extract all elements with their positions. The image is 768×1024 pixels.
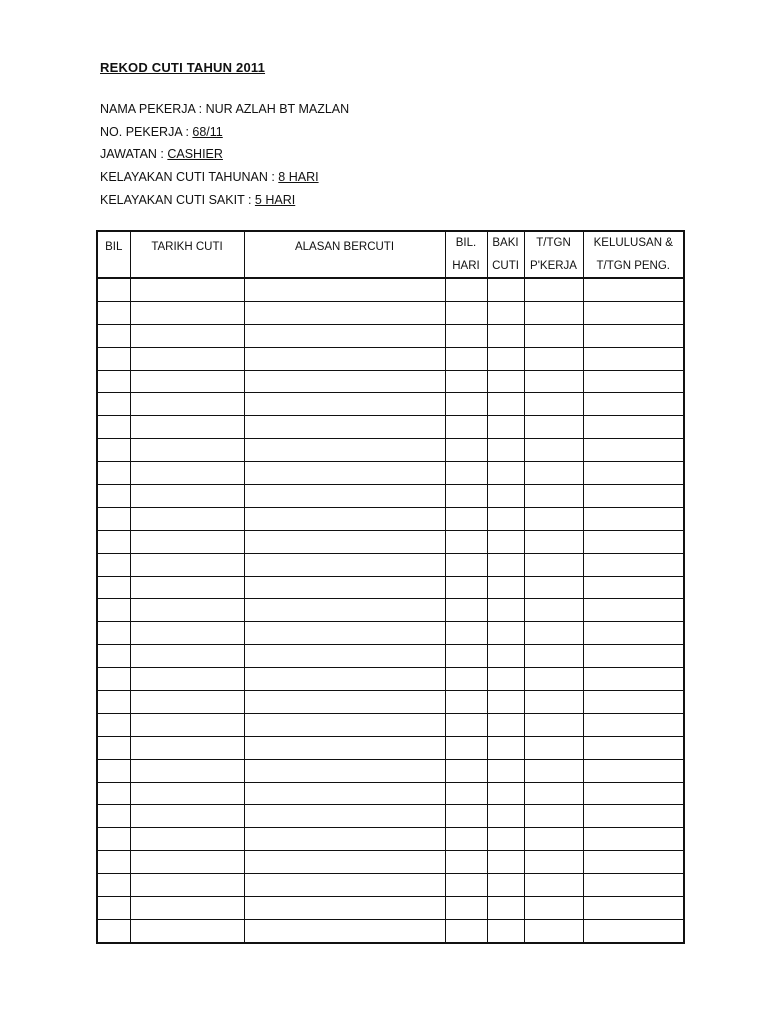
table-cell	[487, 782, 524, 805]
table-row	[97, 553, 684, 576]
table-cell	[524, 782, 583, 805]
table-cell	[97, 278, 130, 301]
table-cell	[445, 462, 487, 485]
table-cell	[445, 736, 487, 759]
table-cell	[445, 874, 487, 897]
column-header-line1: KELULUSAN &	[593, 237, 673, 249]
table-cell	[244, 736, 445, 759]
table-cell	[583, 645, 684, 668]
table-row	[97, 622, 684, 645]
table-cell	[130, 782, 244, 805]
table-cell	[130, 668, 244, 691]
table-cell	[583, 278, 684, 301]
table-cell	[97, 553, 130, 576]
table-cell	[524, 485, 583, 508]
document-title: REKOD CUTI TAHUN 2011	[100, 60, 266, 75]
table-cell	[445, 713, 487, 736]
table-cell	[130, 507, 244, 530]
table-cell	[244, 874, 445, 897]
table-cell	[244, 301, 445, 324]
column-header-label: ALASAN BERCUTI	[294, 241, 395, 253]
table-header-row	[97, 231, 684, 278]
table-cell	[244, 691, 445, 714]
table-cell	[445, 622, 487, 645]
table-cell	[487, 416, 524, 439]
table-row	[97, 645, 684, 668]
column-header-ttgn-pkerja	[524, 231, 583, 278]
table-row	[97, 576, 684, 599]
table-cell	[487, 576, 524, 599]
table-cell	[445, 530, 487, 553]
table-cell	[445, 485, 487, 508]
table-cell	[583, 485, 684, 508]
table-row	[97, 278, 684, 301]
table-cell	[524, 416, 583, 439]
table-row	[97, 507, 684, 530]
table-cell	[130, 919, 244, 942]
table-cell	[244, 324, 445, 347]
table-cell	[130, 462, 244, 485]
table-cell	[524, 347, 583, 370]
table-row	[97, 393, 684, 416]
table-cell	[583, 828, 684, 851]
table-cell	[97, 622, 130, 645]
table-cell	[244, 370, 445, 393]
table-cell	[130, 370, 244, 393]
table-cell	[524, 553, 583, 576]
field-label: KELAYAKAN CUTI SAKIT :	[100, 192, 255, 207]
table-cell	[445, 553, 487, 576]
table-row	[97, 759, 684, 782]
column-header-line2: CUTI	[492, 259, 519, 272]
field-label: NAMA PEKERJA :	[100, 102, 206, 116]
table-cell	[97, 874, 130, 897]
table-cell	[130, 691, 244, 714]
table-cell	[130, 736, 244, 759]
table-cell	[244, 485, 445, 508]
table-cell	[445, 416, 487, 439]
table-cell	[583, 301, 684, 324]
leave-record-table	[96, 230, 685, 944]
table-row	[97, 919, 684, 942]
table-cell	[130, 874, 244, 897]
table-cell	[524, 713, 583, 736]
table-cell	[97, 530, 130, 553]
table-cell	[445, 393, 487, 416]
table-cell	[130, 713, 244, 736]
field-label: KELAYAKAN CUTI TAHUNAN :	[100, 170, 279, 185]
table-cell	[487, 439, 524, 462]
table-cell	[445, 370, 487, 393]
table-row	[97, 485, 684, 508]
table-cell	[487, 919, 524, 942]
table-cell	[445, 439, 487, 462]
table-cell	[487, 530, 524, 553]
table-cell	[583, 713, 684, 736]
table-cell	[445, 782, 487, 805]
table-cell	[445, 691, 487, 714]
field-value: CASHIER	[167, 147, 223, 162]
table-cell	[130, 347, 244, 370]
table-cell	[97, 370, 130, 393]
table-cell	[97, 668, 130, 691]
table-cell	[244, 759, 445, 782]
table-cell	[583, 347, 684, 370]
table-cell	[244, 622, 445, 645]
table-row	[97, 851, 684, 874]
table-cell	[487, 713, 524, 736]
table-cell	[130, 828, 244, 851]
column-header-line2: HARI	[452, 259, 480, 272]
table-row	[97, 874, 684, 897]
table-row	[97, 736, 684, 759]
table-cell	[583, 507, 684, 530]
table-cell	[97, 347, 130, 370]
column-header-alasan-bercuti	[244, 231, 445, 278]
table-cell	[445, 599, 487, 622]
table-cell	[583, 759, 684, 782]
field-value: 68/11	[192, 124, 223, 139]
table-cell	[244, 278, 445, 301]
table-cell	[487, 599, 524, 622]
table-cell	[583, 691, 684, 714]
column-header-line1: T/TGN	[536, 237, 571, 249]
table-cell	[97, 393, 130, 416]
table-cell	[97, 462, 130, 485]
table-cell	[445, 897, 487, 920]
table-cell	[524, 805, 583, 828]
table-cell	[487, 622, 524, 645]
table-cell	[524, 439, 583, 462]
table-cell	[487, 805, 524, 828]
table-cell	[524, 645, 583, 668]
table-cell	[524, 462, 583, 485]
table-cell	[487, 370, 524, 393]
table-row	[97, 599, 684, 622]
table-cell	[97, 301, 130, 324]
table-cell	[130, 530, 244, 553]
table-cell	[97, 507, 130, 530]
table-cell	[244, 645, 445, 668]
table-cell	[524, 736, 583, 759]
table-cell	[244, 599, 445, 622]
table-cell	[445, 668, 487, 691]
table-cell	[130, 278, 244, 301]
field-kelayakan-cuti-sakit	[100, 189, 349, 212]
table-cell	[445, 576, 487, 599]
table-cell	[583, 462, 684, 485]
table-cell	[130, 897, 244, 920]
table-cell	[244, 347, 445, 370]
table-cell	[487, 485, 524, 508]
table-cell	[445, 301, 487, 324]
table-cell	[583, 782, 684, 805]
table-cell	[97, 805, 130, 828]
table-cell	[487, 462, 524, 485]
table-cell	[130, 324, 244, 347]
column-header-baki-cuti	[487, 231, 524, 278]
table-cell	[97, 576, 130, 599]
table-cell	[524, 393, 583, 416]
table-cell	[524, 691, 583, 714]
table-cell	[487, 897, 524, 920]
table-cell	[97, 736, 130, 759]
table-cell	[97, 599, 130, 622]
table-cell	[524, 668, 583, 691]
table-cell	[487, 278, 524, 301]
table-cell	[524, 370, 583, 393]
table-cell	[130, 393, 244, 416]
table-row	[97, 439, 684, 462]
table-cell	[244, 507, 445, 530]
table-cell	[524, 507, 583, 530]
table-cell	[524, 599, 583, 622]
table-cell	[445, 324, 487, 347]
table-cell	[445, 851, 487, 874]
table-cell	[130, 805, 244, 828]
table-cell	[97, 828, 130, 851]
table-row	[97, 416, 684, 439]
table-row	[97, 668, 684, 691]
column-header-bil-hari	[445, 231, 487, 278]
table-cell	[583, 324, 684, 347]
table-cell	[487, 553, 524, 576]
table-cell	[487, 668, 524, 691]
field-label: NO. PEKERJA :	[100, 124, 193, 139]
table-row	[97, 713, 684, 736]
table-cell	[244, 668, 445, 691]
table-cell	[130, 576, 244, 599]
table-cell	[583, 919, 684, 942]
field-kelayakan-cuti-tahunan	[100, 166, 349, 189]
table-cell	[97, 713, 130, 736]
table-cell	[583, 851, 684, 874]
table-cell	[583, 530, 684, 553]
table-cell	[244, 782, 445, 805]
table-row	[97, 324, 684, 347]
table-cell	[487, 347, 524, 370]
table-cell	[524, 576, 583, 599]
table-cell	[445, 828, 487, 851]
employee-info	[100, 98, 349, 211]
table-cell	[445, 278, 487, 301]
table-cell	[97, 324, 130, 347]
table-row	[97, 530, 684, 553]
table-cell	[97, 919, 130, 942]
table-cell	[130, 759, 244, 782]
table-cell	[244, 462, 445, 485]
table-row	[97, 462, 684, 485]
table-cell	[97, 645, 130, 668]
table-cell	[487, 645, 524, 668]
table-cell	[524, 622, 583, 645]
table-cell	[244, 416, 445, 439]
table-cell	[487, 393, 524, 416]
column-header-tarikh-cuti	[130, 231, 244, 278]
table-cell	[244, 393, 445, 416]
table-cell	[445, 507, 487, 530]
table-cell	[583, 874, 684, 897]
table-cell	[97, 485, 130, 508]
table-cell	[244, 919, 445, 942]
table-cell	[244, 553, 445, 576]
table-row	[97, 828, 684, 851]
table-cell	[130, 851, 244, 874]
table-cell	[583, 897, 684, 920]
table-cell	[445, 347, 487, 370]
table-cell	[244, 713, 445, 736]
table-cell	[487, 507, 524, 530]
table-cell	[524, 919, 583, 942]
table-cell	[244, 851, 445, 874]
field-no-pekerja	[100, 121, 349, 144]
table-cell	[244, 439, 445, 462]
field-nama-pekerja	[100, 98, 349, 121]
field-value: 5 HARI	[254, 192, 296, 207]
table-cell	[130, 416, 244, 439]
table-cell	[583, 393, 684, 416]
table-cell	[524, 759, 583, 782]
table-row	[97, 301, 684, 324]
column-header-bil	[97, 231, 130, 278]
table-cell	[583, 553, 684, 576]
table-body	[97, 278, 684, 943]
table-row	[97, 370, 684, 393]
table-cell	[487, 874, 524, 897]
table-cell	[487, 828, 524, 851]
table-cell	[97, 439, 130, 462]
field-label: JAWATAN :	[100, 147, 168, 162]
table-cell	[583, 576, 684, 599]
field-jawatan	[100, 143, 349, 166]
table-cell	[445, 805, 487, 828]
column-header-label: BIL	[105, 241, 123, 253]
table-cell	[130, 599, 244, 622]
table-cell	[130, 301, 244, 324]
field-value: NUR AZLAH BT MAZLAN	[205, 102, 350, 116]
column-header-line2: T/TGN PENG.	[596, 259, 670, 272]
table-cell	[445, 645, 487, 668]
table-cell	[97, 759, 130, 782]
table-cell	[487, 851, 524, 874]
column-header-label: TARIKH CUTI	[151, 241, 223, 253]
table-cell	[583, 370, 684, 393]
table-cell	[524, 324, 583, 347]
table-cell	[244, 828, 445, 851]
table-cell	[524, 278, 583, 301]
column-header-line1: BIL.	[455, 237, 477, 249]
table-cell	[130, 553, 244, 576]
table-cell	[97, 851, 130, 874]
table-cell	[487, 759, 524, 782]
table-cell	[524, 874, 583, 897]
table-cell	[130, 485, 244, 508]
table-cell	[130, 622, 244, 645]
table-cell	[524, 530, 583, 553]
column-header-kelulusan	[583, 231, 684, 278]
table-row	[97, 805, 684, 828]
table-row	[97, 897, 684, 920]
table-cell	[583, 668, 684, 691]
column-header-line2: P'KERJA	[530, 259, 577, 272]
table-cell	[445, 759, 487, 782]
table-cell	[583, 439, 684, 462]
table-cell	[445, 919, 487, 942]
table-cell	[487, 324, 524, 347]
table-cell	[583, 416, 684, 439]
table-cell	[583, 599, 684, 622]
table-cell	[524, 897, 583, 920]
table-cell	[97, 782, 130, 805]
table-cell	[244, 530, 445, 553]
table-cell	[130, 439, 244, 462]
table-cell	[524, 301, 583, 324]
table-row	[97, 691, 684, 714]
table-row	[97, 782, 684, 805]
table-cell	[524, 851, 583, 874]
field-value: 8 HARI	[278, 170, 319, 185]
table-cell	[97, 691, 130, 714]
table-cell	[583, 805, 684, 828]
table-cell	[524, 828, 583, 851]
table-cell	[244, 805, 445, 828]
table-cell	[97, 897, 130, 920]
table-cell	[583, 736, 684, 759]
table-cell	[487, 736, 524, 759]
table-row	[97, 347, 684, 370]
table-cell	[583, 622, 684, 645]
table-cell	[244, 576, 445, 599]
table-cell	[244, 897, 445, 920]
column-header-line1: BAKI	[492, 237, 519, 249]
table-cell	[487, 691, 524, 714]
table-cell	[130, 645, 244, 668]
table-cell	[97, 416, 130, 439]
table-cell	[487, 301, 524, 324]
